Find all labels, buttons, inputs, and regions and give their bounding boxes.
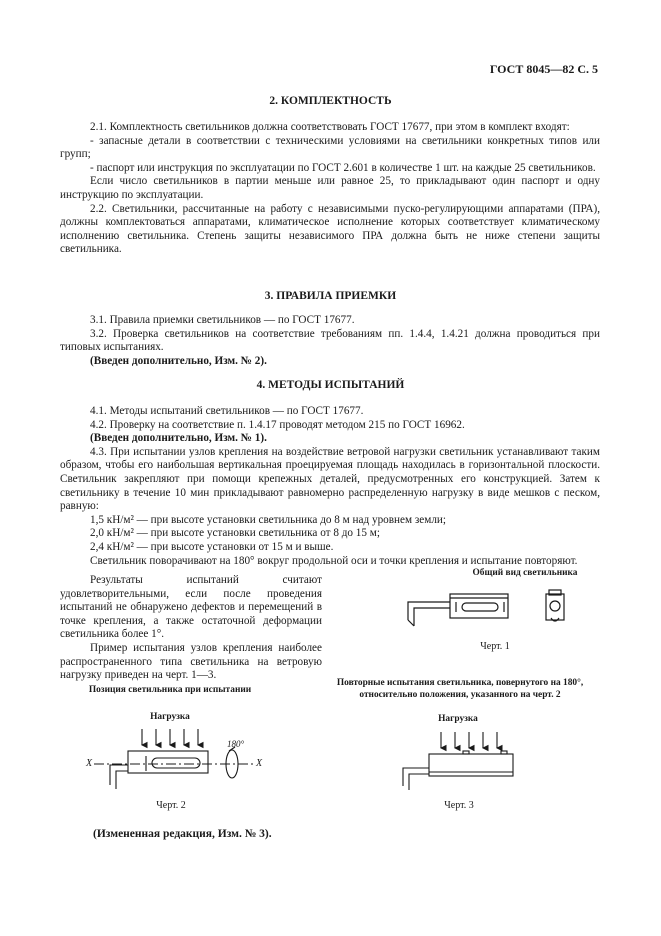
section-4-title: 4. МЕТОДЫ ИСПЫТАНИЙ bbox=[256, 379, 405, 391]
paragraph-example: Пример испытания узлов крепления наиболее распространенного типа светильника на ветровую нагрузку приведен на черт. 1—3. bbox=[60, 641, 322, 682]
page-header: ГОСТ 8045—82 С. 5 bbox=[489, 62, 598, 76]
paragraph-2-2: 2.2. Светильники, рассчитанные на работу с независимыми пуско-регулирующими аппаратами (ПРА), должны комплектоваться аппаратами, климатическое исполнение которых соответствует климатическому исполнению светильника. Степень защиты независимого ПРА должна быть не ниже степени защиты светильника. bbox=[60, 202, 600, 256]
section-2-title: 2. КОМПЛЕКТНОСТЬ bbox=[269, 95, 392, 107]
figure-2-drawing bbox=[80, 727, 280, 792]
list-item-passport: - паспорт или инструкция по эксплуатации по ГОСТ 2.601 в количестве 1 шт. на каждые 25 светильников. bbox=[90, 161, 596, 174]
figure-2-title: Позиция светильника при испытании bbox=[88, 685, 252, 695]
figure-3-title bbox=[310, 677, 610, 701]
figure-1-drawing bbox=[400, 582, 600, 632]
paragraph-3-1: 3.1. Правила приемки светильников — по ГОСТ 17677. bbox=[90, 314, 355, 326]
section-3-body bbox=[60, 314, 600, 368]
results-column bbox=[60, 574, 322, 683]
paragraph-results: Результаты испытаний считают удовлетворительными, если после проведения испытаний не обнаружено дефектов и перемещений в точке крепления, а также остаточной деформации светильника более 1°. bbox=[60, 574, 322, 641]
section-3-title: 3. ПРАВИЛА ПРИЕМКИ bbox=[264, 290, 397, 302]
figure-2-axis-right: X bbox=[256, 758, 263, 769]
paragraph-rotate: Светильник поворачивают на 180° вокруг продольной оси и точки крепления и испытание повторяют. bbox=[90, 554, 578, 567]
section-2-body bbox=[60, 121, 600, 257]
paragraph-2-1: 2.1. Комплектность светильников должна соответствовать ГОСТ 17677, при этом в комплект входят: bbox=[90, 121, 570, 133]
amendment-note-2: (Введен дополнительно, Изм. № 2). bbox=[90, 354, 267, 367]
figure-3-load-label: Нагрузка bbox=[438, 714, 478, 724]
paragraph-passport-count: Если число светильников в партии меньше или равное 25, то прикладывают один паспорт и одну инструкцию по эксплуатации. bbox=[60, 175, 600, 201]
list-item-spare-parts: - запасные детали в соответствии с техническими условиями на светильники конкретных типов или групп; bbox=[60, 134, 600, 161]
figure-1-title: Общий вид светильника bbox=[472, 568, 578, 578]
paragraph-3-2: 3.2. Проверка светильников на соответствие требованиям пп. 1.4.4, 1.4.21 должна проводиться при типовых испытаниях. bbox=[60, 327, 600, 354]
figure-3-title-line1: Повторные испытания светильника, повернутого на 180°, bbox=[336, 678, 584, 688]
amendment-note-1: (Введен дополнительно, Изм. № 1). bbox=[90, 432, 267, 445]
figure-3-drawing bbox=[395, 730, 525, 790]
load-item: 2,0 кН/м² — при высоте установки светильника от 8 до 15 м; bbox=[90, 527, 380, 540]
figure-2-caption: Черт. 2 bbox=[156, 800, 186, 811]
paragraph-4-3: 4.3. При испытании узлов крепления на воздействие ветровой нагрузки светильник устанавливают таким образом, чтобы его наибольшая вертикальная проецируемая площадь находилась в горизонтальной плоскости. Светильник закрепляют при помощи крепежных деталей, предусмотренных его конструкцией. Затем к светильнику в течение 10 мин прикладывают равномерно распределенную нагрузку в виде мешков с песком, равную: bbox=[60, 445, 600, 513]
paragraph-4-1: 4.1. Методы испытаний светильников — по ГОСТ 17677. bbox=[90, 405, 364, 417]
load-item: 2,4 кН/м² — при высоте установки от 15 м и выше. bbox=[90, 540, 334, 553]
figure-2-load-label: Нагрузка bbox=[150, 712, 190, 722]
figure-1-caption: Черт. 1 bbox=[480, 641, 510, 652]
paragraph-4-2: 4.2. Проверку на соответствие п. 1.4.17 проводят методом 215 по ГОСТ 16962. bbox=[90, 418, 465, 431]
section-4-body bbox=[60, 405, 600, 568]
footer-amendment-note: (Измененная редакция, Изм. № 3). bbox=[93, 828, 272, 840]
load-item: 1,5 кН/м² — при высоте установки светильника до 8 м над уровнем земли; bbox=[90, 513, 447, 526]
figure-2-angle-label: 180° bbox=[227, 739, 245, 749]
figure-3-title-line2: относительно положения, указанного на черт. 2 bbox=[359, 690, 561, 700]
figure-2-axis-left: X bbox=[86, 758, 93, 769]
figure-3-caption: Черт. 3 bbox=[444, 800, 474, 811]
